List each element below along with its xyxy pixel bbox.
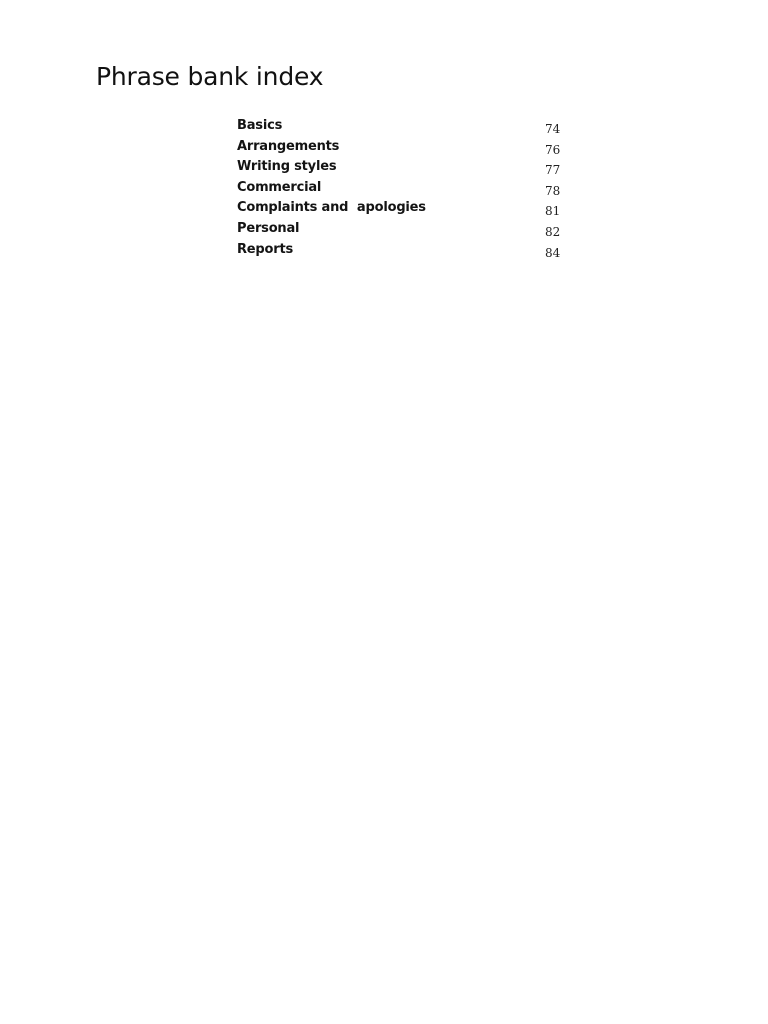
index-entry-arrangements [237,139,567,160]
index-entry-label: Reports [237,241,294,257]
index-entry-commercial [237,180,567,201]
index-entry-label: Commercial [237,179,322,195]
index-entry-page-number: 76 [545,142,561,157]
index-entry-reports [237,242,567,263]
index-entry-page-number: 84 [545,245,561,260]
page-title: Phrase bank index [96,62,324,91]
index-entry-writing-styles [237,159,567,180]
index-entry-page-number: 82 [545,224,561,239]
index-entry-label: Arrangements [237,138,340,154]
index-entry-label: Writing styles [237,159,337,175]
index-entry-page-number: 78 [545,183,561,198]
index-entry-page-number: 74 [545,122,561,136]
index-list [237,118,567,262]
index-entry-complaints-and-apologies [237,200,567,221]
index-entry-label: Complaints and apologies [237,200,426,216]
index-entry-page-number: 81 [545,204,561,219]
index-entry-page-number: 77 [545,163,561,178]
index-entry-label: Personal [237,220,300,236]
index-entry-personal [237,221,567,242]
index-entry-basics [237,118,567,139]
index-entry-label: Basics [237,118,283,133]
